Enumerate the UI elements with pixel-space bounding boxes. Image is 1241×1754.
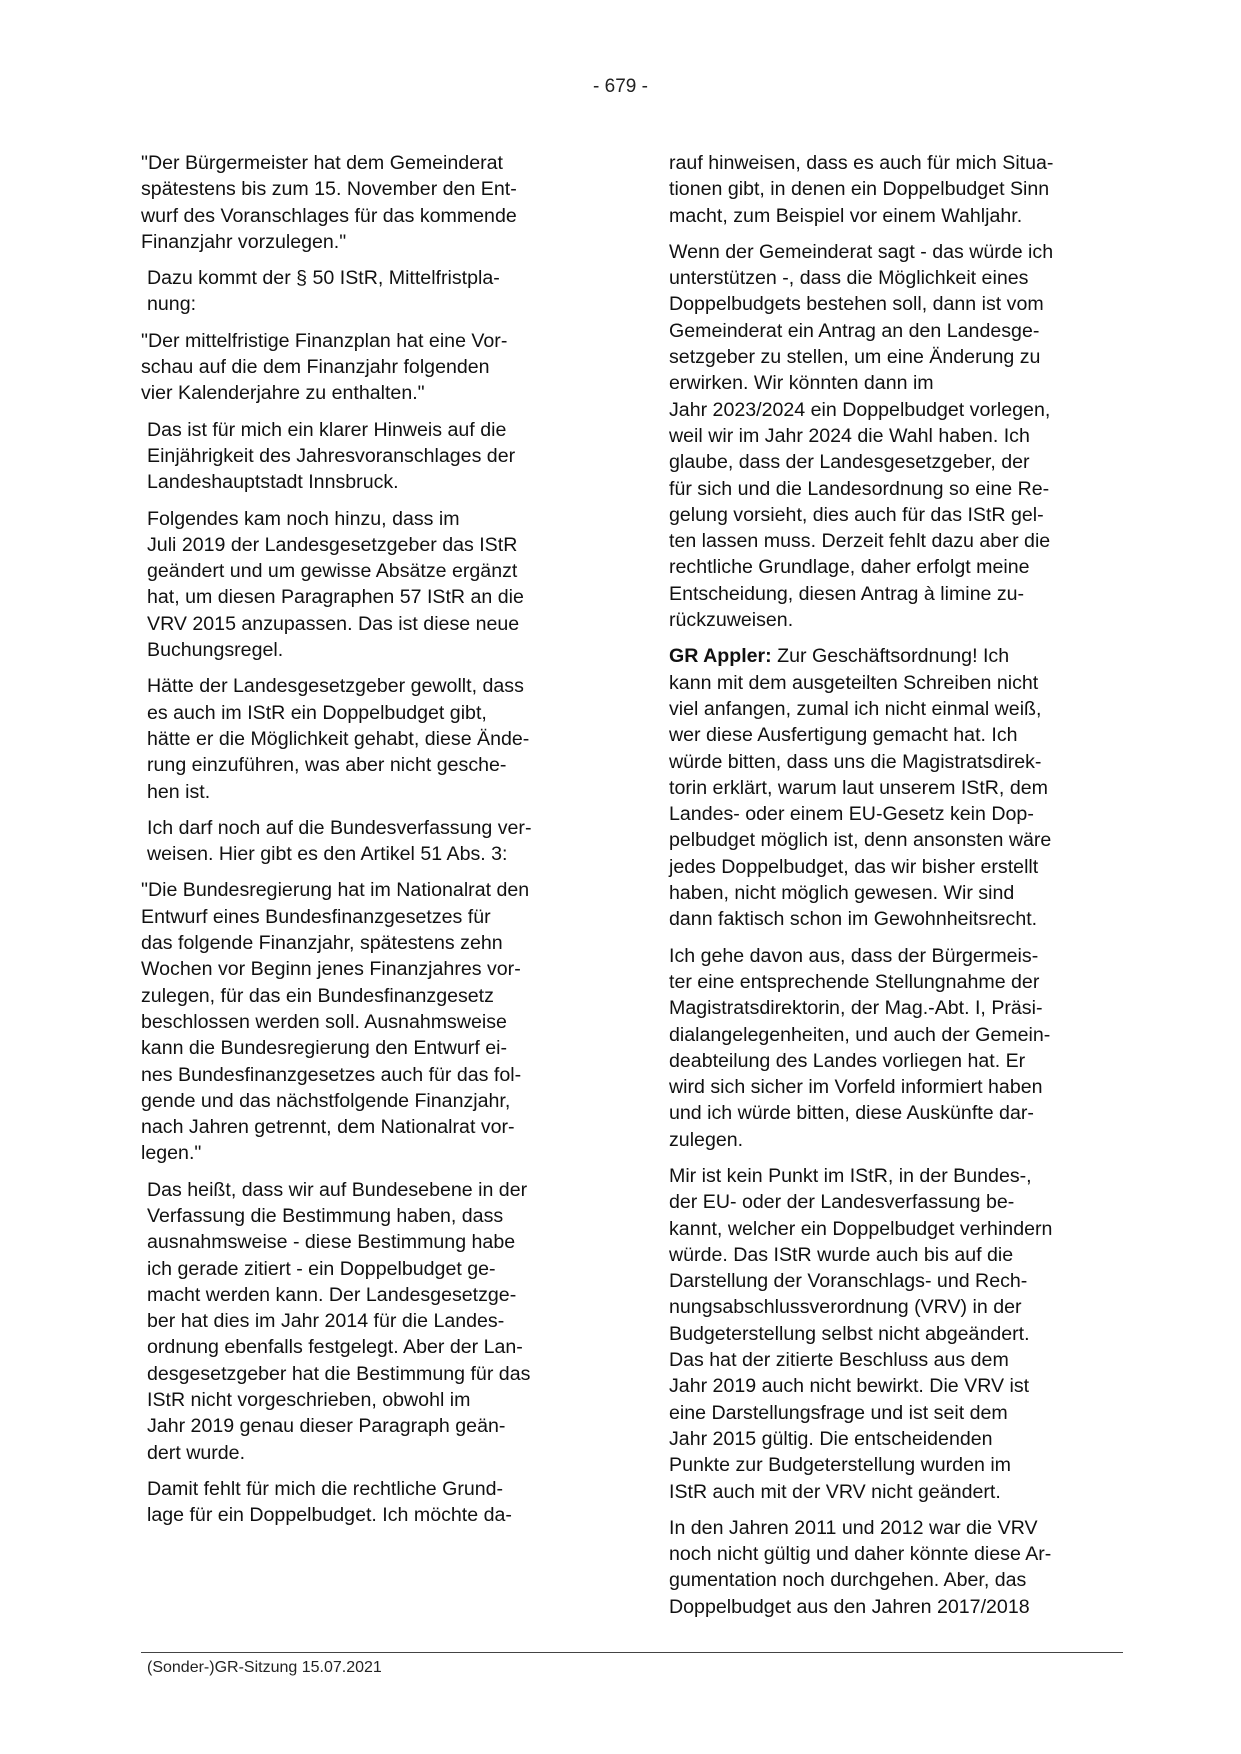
- paragraph: Mir ist kein Punkt im IStR, in der Bundes-, der EU- oder der Landesverfassung be- kannt, welcher ein Doppelbudget verhindern würde. Das IStR wurde auch bis auf die Darstellung der Voranschlags- und Rech- nungsabschlussverordnung (VRV) in der Budgeterstellung selbst nicht abgeändert. Das hat der zitierte Beschluss aus dem Jahr 2019 auch nicht bewirkt. Die VRV ist eine Darstellungsfrage und ist seit dem Jahr 2015 gültig. Die entscheidenden Punkte zur Budgeterstellung wurden im IStR auch mit der VRV nicht geändert.: [669, 1164, 1053, 1503]
- speaker-name: GR Appler:: [669, 645, 772, 668]
- speaker-text: Zur Geschäftsordnung! Ich kann mit dem ausgeteilten Schreiben nicht viel anfangen, zumal ich nicht einmal weiß, wer diese Ausfertigung gemacht hat. Ich würde bitten, dass uns die Magistratsdirek- torin erklärt, warum laut unserem IStR, dem Landes- oder einem EU-Gesetz kein Dop- pelbudget möglich ist, denn ansonsten wäre jedes Doppelbudget, das wir bisher erstellt haben, nicht möglich gewesen. Wir sind dann faktisch schon im Gewohnheitsrecht.: [669, 645, 1052, 931]
- paragraph: Dazu kommt der § 50 IStR, Mittelfristpla- nung:: [147, 267, 500, 316]
- paragraph: Damit fehlt für mich die rechtliche Grund- lage für ein Doppelbudget. Ich möchte da-: [147, 1477, 512, 1527]
- paragraph: Ich gehe davon aus, dass der Bürgermeis- ter eine entsprechende Stellungnahme der Magistratsdirektorin, der Mag.-Abt. I, Präsi- dialangelegenheiten, und auch der Gemein- deabteilung des Landes vorliegen hat. Er wird sich sicher im Vorfeld informiert haben und ich würde bitten, diese Auskünfte dar- zulegen.: [669, 944, 1051, 1151]
- paragraph: Hätte der Landesgesetzgeber gewollt, dass es auch im IStR ein Doppelbudget gibt, hätte er die Möglichkeit gehabt, diese Ände- rung einzuführen, was aber nicht gesche- hen ist.: [147, 675, 530, 803]
- paragraph: Folgendes kam noch hinzu, dass im Juli 2019 der Landesgesetzgeber das IStR geändert und um gewisse Absätze ergänzt hat, um diesen Paragraphen 57 IStR an die VRV 2015 anzupassen. Das ist diese neue Buchungsregel.: [147, 507, 524, 662]
- quote-paragraph: "Die Bundesregierung hat im Nationalrat den Entwurf eines Bundesfinanzgesetzes für das folgende Finanzjahr, spätestens zehn Wochen vor Beginn jenes Finanzjahres vor- zulegen, für das ein Bundesfinanzgesetz beschlossen werden soll. Ausnahmsweise kann die Bundesregierung den Entwurf ei- nes Bundesfinanzgesetzes auch für das fol- gende und das nächstfolgende Finanzjahr, nach Jahren getrennt, dem Nationalrat vor- legen.": [141, 879, 530, 1165]
- quote-paragraph: "Der mittelfristige Finanzplan hat eine Vor- schau auf die dem Finanzjahr folgenden vier Kalenderjahre zu enthalten.": [141, 329, 508, 405]
- paragraph: Das heißt, dass wir auf Bundesebene in der Verfassung die Bestimmung haben, dass ausnahmsweise - diese Bestimmung habe ich gerade zitiert - ein Doppelbudget ge- macht werden kann. Der Landesgesetzge- ber hat dies im Jahr 2014 für die Landes- ordnung ebenfalls festgelegt. Aber der Lan- desgesetzgeber hat die Bestimmung für das IStR nicht vorgeschrieben, obwohl im Jahr 2019 genau dieser Paragraph geän- dert wurde.: [147, 1178, 531, 1464]
- paragraph: Wenn der Gemeinderat sagt - das würde ich unterstützen -, dass die Möglichkeit eines Doppelbudgets bestehen soll, dann ist vom Gemeinderat ein Antrag an den Landesge- setzgeber zu stellen, um eine Änderung zu erwirken. Wir könnten dann im Jahr 2023/2024 ein Doppelbudget vorlegen, weil wir im Jahr 2024 die Wahl haben. Ich glaube, dass der Landesgesetzgeber, der für sich und die Landesordnung so eine Re- gelung vorsieht, dies auch für das IStR gel- ten lassen muss. Derzeit fehlt dazu aber die rechtliche Grundlage, daher erfolgt meine Entscheidung, diesen Antrag à limine zu- rückzuweisen.: [669, 240, 1054, 632]
- speaker-paragraph: [669, 643, 1121, 932]
- right-column: [669, 150, 1121, 1630]
- footer-divider: [141, 1652, 1123, 1653]
- page-number: - 679 -: [593, 76, 648, 97]
- paragraph: rauf hinweisen, dass es auch für mich Situa- tionen gibt, in denen ein Doppelbudget Sinn macht, zum Beispiel vor einem Wahljahr.: [669, 152, 1054, 227]
- paragraph: In den Jahren 2011 und 2012 war die VRV noch nicht gültig und daher könnte diese Ar- gumentation noch durchgehen. Aber, das Doppelbudget aus den Jahren 2017/2018: [669, 1516, 1052, 1618]
- footer-text: (Sonder-)GR-Sitzung 15.07.2021: [147, 1659, 382, 1676]
- paragraph: Das ist für mich ein klarer Hinweis auf die Einjährigkeit des Jahresvoranschlages der Landeshauptstadt Innsbruck.: [147, 418, 516, 494]
- paragraph: Ich darf noch auf die Bundesverfassung ver- weisen. Hier gibt es den Artikel 51 Abs. 3:: [147, 816, 532, 866]
- left-column: [141, 150, 597, 1539]
- quote-paragraph: "Der Bürgermeister hat dem Gemeinderat spätestens bis zum 15. November den Ent- wurf des Voranschlages für das kommende Finanzjahr vorzulegen.": [141, 152, 517, 253]
